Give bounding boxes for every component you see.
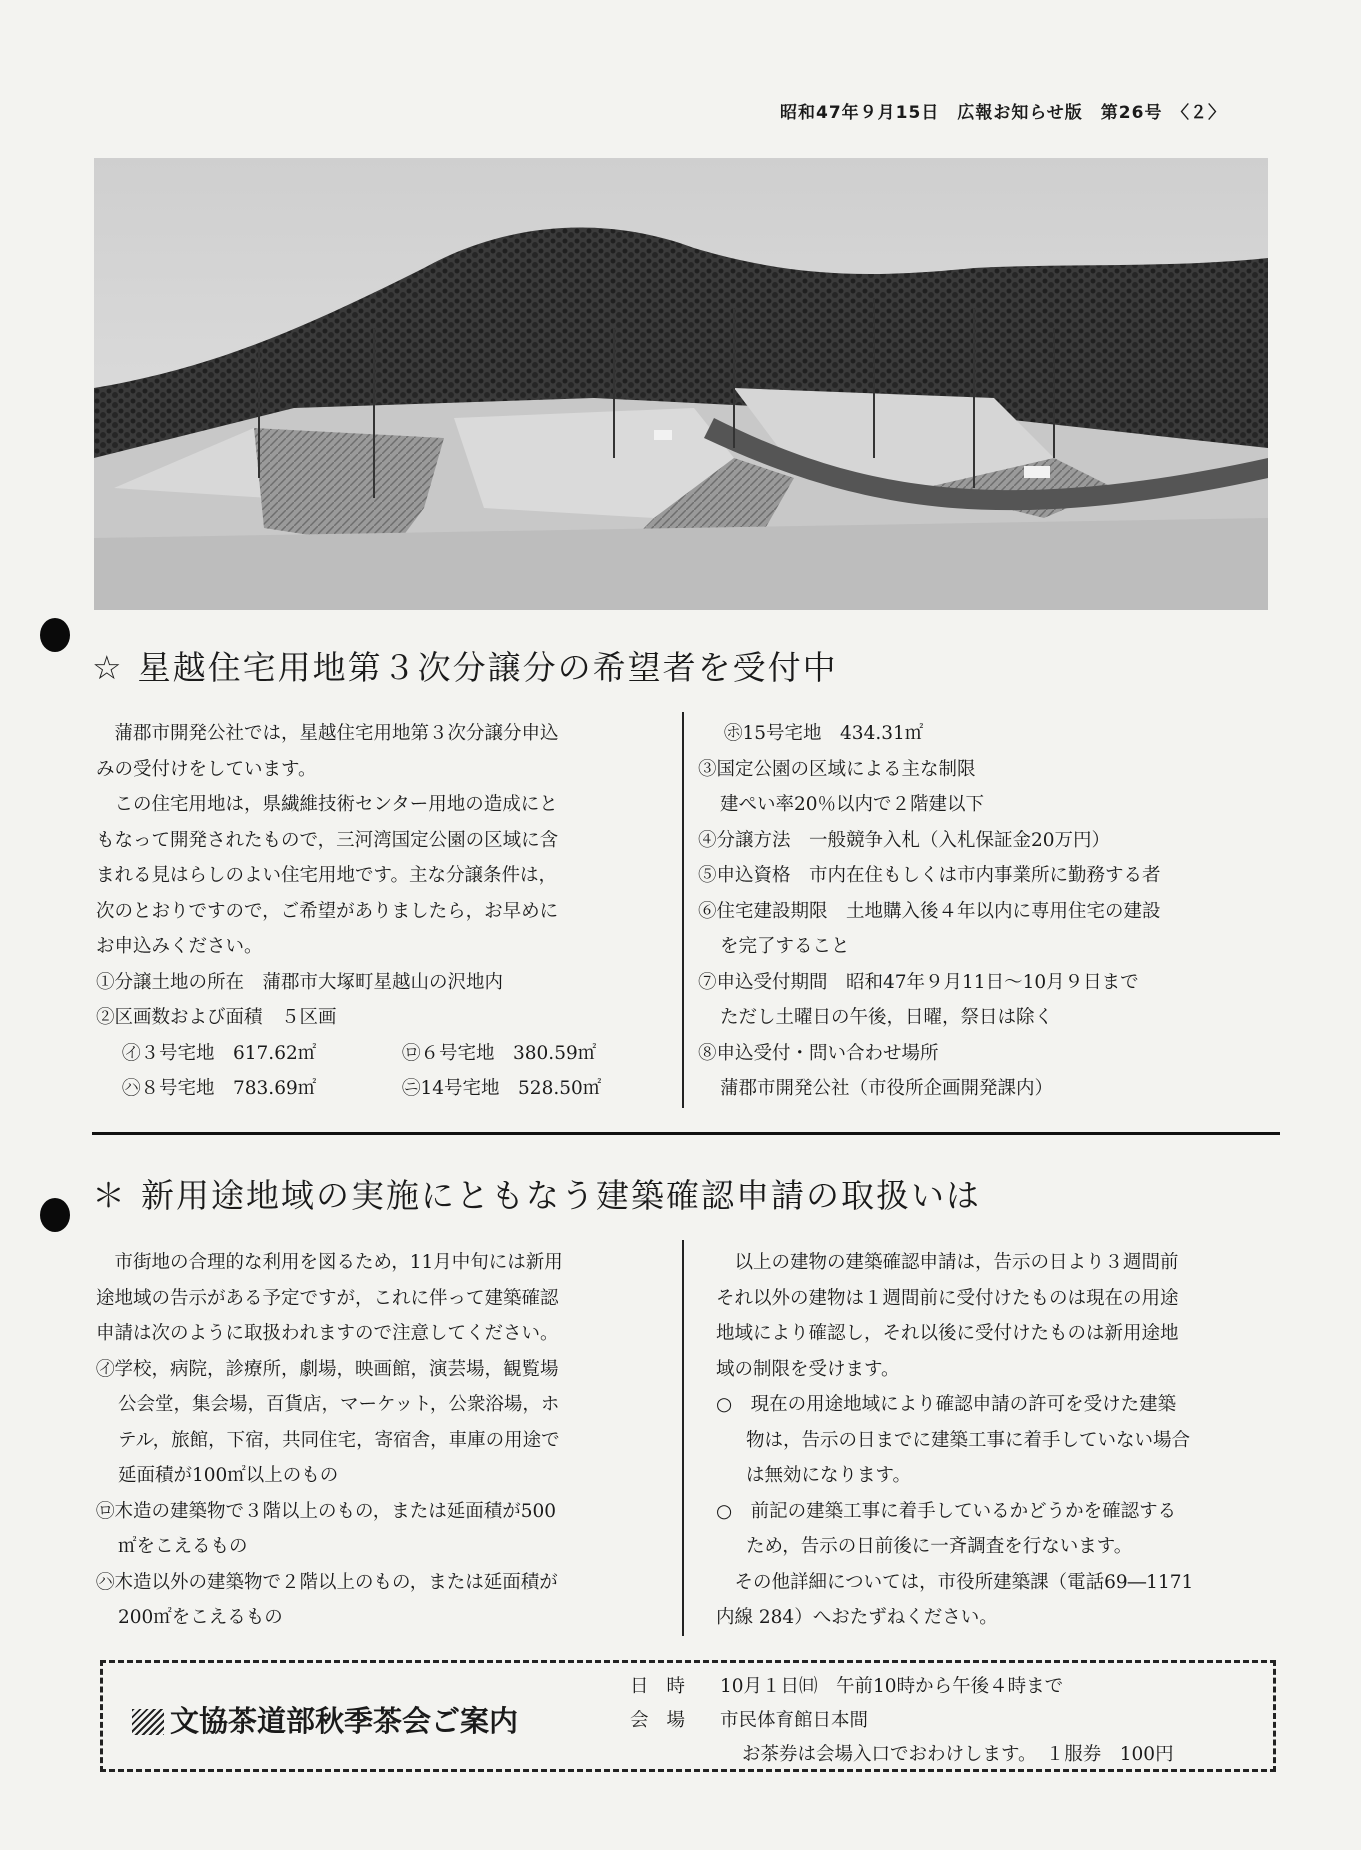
lot-row [96,1036,662,1072]
text-line: 建ぺい率20％以内で２階建以下 [720,794,985,815]
venue-label: 会場 [630,1710,704,1731]
text-line: みの受付けをしています。 [96,758,317,780]
lot-item: ㋺６号宅地 380.59㎡ [402,1042,597,1064]
article2-left-column [96,1245,662,1636]
asterisk-icon: ＊ [92,1176,127,1215]
text-line: 内線 284）へおたずねください。 [716,1607,998,1628]
article1-right-column [698,716,1298,1107]
text-line: それ以外の建物は１週間前に受付けたものは現在の用途 [716,1287,1179,1309]
text-line: 申請は次のように取扱われますので注意してください。 [96,1323,559,1344]
bullet-dot-2 [40,1198,70,1232]
text-line: 域の制限を受けます。 [716,1358,900,1380]
section-divider [92,1132,1280,1135]
text-line: テル，旅館，下宿，共同住宅，寄宿舎，車庫の用途で [118,1429,560,1451]
notice-title [132,1699,518,1740]
lot-item: ㋑３号宅地 617.62㎡ [122,1042,317,1064]
text-line: まれる見はらしのよい住宅用地です。主な分譲条件は， [96,865,558,886]
text-line: ㋩木造以外の建築物で２階以上のもの，または延面積が [96,1571,558,1593]
text-line: ○ 前記の建築工事に着手しているかどうかを確認する [716,1500,1177,1522]
text-line: は無効になります。 [746,1465,912,1486]
text-line: 次のとおりですので，ご希望がありましたら，お早めに [96,900,559,922]
text-line: ③国定公園の区域による主な制限 [698,758,976,780]
venue-value: 市民体育館日本間 [720,1710,869,1731]
text-line: 蒲郡市開発公社（市役所企画開発課内） [720,1078,1054,1099]
article1-left-column [96,716,662,1107]
text-line: 物は，告示の日までに建築工事に着手していない場合 [746,1429,1191,1451]
text-line: 延面積が100㎡以上のもの [118,1465,339,1486]
text-line: 公会堂，集会場，百貨店，マーケット，公衆浴場，ホ [118,1394,560,1415]
text-line: ㋺木造の建築物で３階以上のもの，または延面積が500 [96,1500,557,1522]
text-line: ㋭15号宅地 434.31㎡ [724,723,924,744]
text-line: ⑥住宅建設期限 土地購入後４年以内に専用住宅の建設 [698,900,1161,922]
text-line: ㎡をこえるもの [118,1536,248,1557]
text-line: ため，告示の日前後に一斉調査を行ないます。 [746,1536,1133,1557]
notice-venue-row [630,1706,868,1732]
text-line: もなって開発されたもので，三河湾国定公園の区域に含 [96,829,559,851]
text-line: 以上の建物の建築確認申請は，告示の日より３週間前 [716,1252,1179,1273]
text-line: 地域により確認し，それ以後に受付けたものは新用途地 [716,1323,1179,1344]
notice-date-row [630,1672,1063,1698]
article2-right-column [716,1245,1296,1636]
text-line: その他詳細については，市役所建築課（電話69―1171 [716,1571,1194,1593]
text-line: ㋑学校，病院，診療所，劇場，映画館，演芸場，観覧場 [96,1358,559,1380]
bullet-dot-1 [40,618,70,652]
article1-title [92,642,838,689]
text-line: 蒲郡市開発公社では，星越住宅用地第３次分譲分申込 [96,723,559,744]
column-divider [682,1240,684,1636]
text-line: ⑦申込受付期間 昭和47年９月11日〜10月９日まで [698,971,1139,993]
text-line: この住宅用地は，県繊維技術センター用地の造成にと [96,794,558,815]
land-photo [94,158,1268,610]
text-line: お申込みください。 [96,936,263,957]
text-line: ⑧申込受付・問い合わせ場所 [698,1042,939,1064]
lot-item: ㋩８号宅地 783.69㎡ [122,1078,317,1099]
text-line: ④分譲方法 一般競争入札（入札保証金20万円） [698,829,1111,851]
article2-title [92,1170,981,1217]
text-line: ②区画数および面積 ５区画 [96,1007,337,1028]
column-divider [682,712,684,1108]
lot-item: ㋥14号宅地 528.50㎡ [402,1078,602,1099]
article1-title-text: 星越住宅用地第３次分譲分の希望者を受付中 [137,648,838,687]
text-line: を完了すること [720,936,850,957]
text-line: 市街地の合理的な利用を図るため，11月中旬には新用 [96,1252,563,1273]
issue-header: 昭和47年９月15日 広報お知らせ版 第26号 〈２〉 [780,103,1226,123]
notice-title-text: 文協茶道部秋季茶会ご案内 [170,1704,519,1738]
notice-note: お茶券は会場入口でおわけします。 １服券 100円 [742,1744,1174,1765]
date-value: 10月１日㈰ 午前10時から午後４時まで [720,1676,1064,1697]
star-icon: ☆ [92,648,124,687]
text-line: ⑤申込資格 市内在住もしくは市内事業所に勤務する者 [698,865,1161,886]
hatch-mark-icon [132,1709,164,1735]
article2-title-text: 新用途地域の実施にともなう建築確認申請の取扱いは [141,1176,981,1215]
text-line: ○ 現在の用途地域により確認申請の許可を受けた建築 [716,1394,1177,1415]
text-line: ①分譲土地の所在 蒲郡市大塚町星越山の沢地内 [96,971,504,993]
text-line: ただし土曜日の午後，日曜，祭日は除く [720,1007,1054,1028]
land-photo-image [94,158,1268,610]
text-line: 200㎡をこえるもの [118,1607,283,1628]
text-line: 途地域の告示がある予定ですが，これに伴って建築確認 [96,1287,559,1309]
date-label: 日時 [630,1676,704,1697]
lot-row [96,1071,662,1107]
